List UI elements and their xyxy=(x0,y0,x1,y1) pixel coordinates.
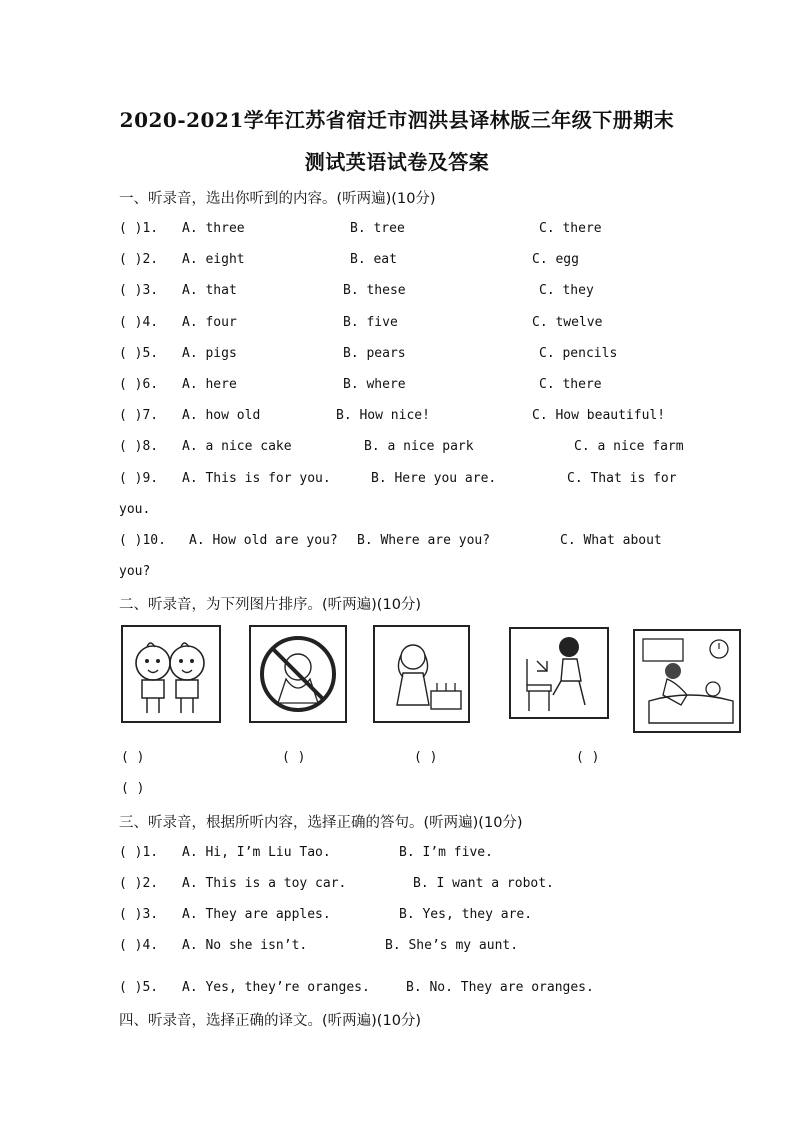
option-b: B. where xyxy=(343,377,406,392)
option-a: A. pigs xyxy=(182,346,237,361)
option-a: A. This is a toy car. xyxy=(182,876,347,891)
s1-question-6 xyxy=(119,377,739,397)
s1-question-10 xyxy=(119,533,739,553)
birthday-illustration xyxy=(375,627,468,721)
option-a: A. Yes, they’re oranges. xyxy=(182,980,370,995)
option-b: B. Here you are. xyxy=(371,471,497,486)
option-c: C. What about xyxy=(560,533,662,548)
picture-1-bracket[interactable]: ( ) xyxy=(121,750,145,765)
option-a: A. how old xyxy=(182,408,261,423)
option-a: A. that xyxy=(182,283,237,298)
option-b: B. How nice! xyxy=(336,408,430,423)
option-a: A. Hi, I’m Liu Tao. xyxy=(182,845,331,860)
option-b: B. tree xyxy=(350,221,405,236)
s1-question-4 xyxy=(119,315,739,335)
question-number: ( )9. xyxy=(119,471,159,486)
question-number: ( )8. xyxy=(119,439,159,454)
s1-question-9 xyxy=(119,471,739,491)
section4-heading: 四、听录音，选择正确的译文。(听两遍)(10分) xyxy=(119,1013,422,1029)
question-number: ( )1. xyxy=(119,221,159,236)
option-b: B. these xyxy=(343,283,406,298)
option-a: A. three xyxy=(182,221,245,236)
option-a: A. They are apples. xyxy=(182,907,331,922)
option-b: B. Where are you? xyxy=(357,533,491,548)
option-c: C. That is for xyxy=(567,471,677,486)
question-number: ( )6. xyxy=(119,377,159,392)
s1-question-5 xyxy=(119,346,739,366)
option-a: A. No she isn’t. xyxy=(182,938,308,953)
option-a: A. a nice cake xyxy=(182,439,292,454)
picture-5-bracket[interactable]: ( ) xyxy=(121,781,145,796)
question-number: ( )5. xyxy=(119,346,159,361)
page-title-line2: 测试英语试卷及答案 xyxy=(304,150,490,174)
option-a: A. four xyxy=(182,315,237,330)
question-number: ( )3. xyxy=(119,283,159,298)
question-number: ( )7. xyxy=(119,408,159,423)
option-b: B. a nice park xyxy=(364,439,474,454)
option-c: C. egg xyxy=(532,252,579,267)
option-c: C. there xyxy=(539,377,602,392)
question-number: ( )3. xyxy=(119,907,159,922)
s3-question-2 xyxy=(119,876,739,896)
option-b: B. Yes, they are. xyxy=(399,907,533,922)
option-b: B. five xyxy=(343,315,398,330)
option-a: A. eight xyxy=(182,252,245,267)
s1-question-9-wrap: you. xyxy=(119,502,151,517)
option-b: B. She’s my aunt. xyxy=(385,938,519,953)
question-number: ( )5. xyxy=(119,980,159,995)
page-title-line1: 2020-2021学年江苏省宿迁市泗洪县译林版三年级下册期末 xyxy=(119,108,675,132)
picture-3-bracket[interactable]: ( ) xyxy=(414,750,438,765)
s1-question-7 xyxy=(119,408,739,428)
question-number: ( )1. xyxy=(119,845,159,860)
s3-question-3 xyxy=(119,907,739,927)
s3-question-1 xyxy=(119,845,739,865)
prohibited-illustration xyxy=(251,627,345,721)
s1-question-2 xyxy=(119,252,739,272)
question-number: ( )4. xyxy=(119,938,159,953)
picture-bedtime xyxy=(633,629,741,733)
picture-2-bracket[interactable]: ( ) xyxy=(282,750,306,765)
picture-sit-down xyxy=(509,627,609,719)
twins-illustration xyxy=(123,627,219,721)
option-a: A. How old are you? xyxy=(189,533,338,548)
option-c: C. they xyxy=(539,283,594,298)
s3-question-5 xyxy=(119,980,739,1000)
s1-question-8 xyxy=(119,439,739,459)
sit-down-illustration xyxy=(511,629,607,717)
section3-heading: 三、听录音，根据所听内容，选择正确的答句。(听两遍)(10分) xyxy=(119,815,523,831)
option-c: C. pencils xyxy=(539,346,618,361)
option-a: A. here xyxy=(182,377,237,392)
section2-heading: 二、听录音，为下列图片排序。(听两遍)(10分) xyxy=(119,597,422,613)
option-b: B. eat xyxy=(350,252,397,267)
option-b: B. I want a robot. xyxy=(413,876,554,891)
question-number: ( )2. xyxy=(119,252,159,267)
option-a: A. This is for you. xyxy=(182,471,331,486)
option-b: B. I’m five. xyxy=(399,845,493,860)
s1-question-3 xyxy=(119,283,739,303)
question-number: ( )4. xyxy=(119,315,159,330)
question-number: ( )2. xyxy=(119,876,159,891)
s1-question-10-wrap: you? xyxy=(119,564,151,579)
option-c: C. a nice farm xyxy=(574,439,684,454)
picture-twins xyxy=(121,625,221,723)
option-c: C. there xyxy=(539,221,602,236)
section1-heading: 一、听录音，选出你听到的内容。(听两遍)(10分) xyxy=(119,191,436,207)
picture-4-bracket[interactable]: ( ) xyxy=(576,750,600,765)
bedtime-illustration xyxy=(635,631,739,731)
s1-question-1 xyxy=(119,221,739,241)
question-number: ( )10. xyxy=(119,533,166,548)
picture-birthday xyxy=(373,625,470,723)
option-c: C. How beautiful! xyxy=(532,408,666,423)
picture-prohibited xyxy=(249,625,347,723)
option-c: C. twelve xyxy=(532,315,603,330)
s3-question-4 xyxy=(119,938,739,958)
option-b: B. No. They are oranges. xyxy=(406,980,594,995)
option-b: B. pears xyxy=(343,346,406,361)
